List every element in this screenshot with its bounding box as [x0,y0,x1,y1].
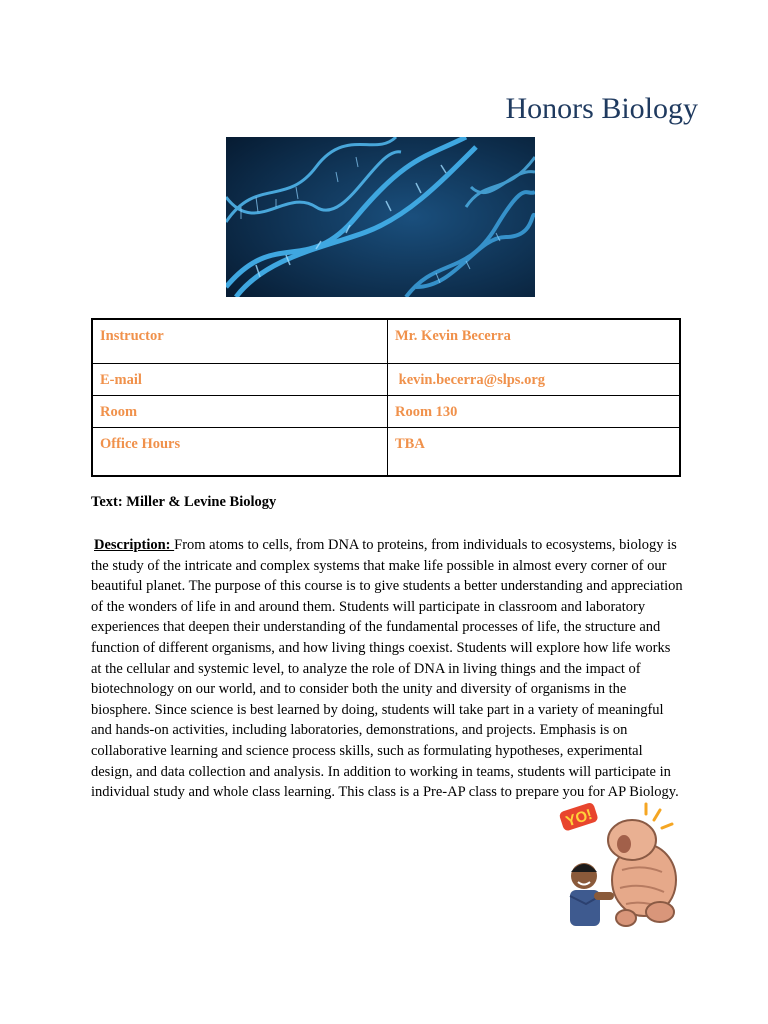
description-label: Description: [94,537,175,553]
room-label: Room [92,396,388,428]
dna-banner-image [226,137,535,297]
table-row [92,364,680,396]
email-value[interactable]: kevin.becerra@slps.org [388,364,681,396]
course-info-table [91,318,681,477]
yo-text: YO! [563,805,595,831]
room-value: Room 130 [388,396,681,428]
office-hours-value: TBA [388,428,681,477]
instructor-label: Instructor [92,319,388,364]
table-row [92,319,680,364]
page-title: Honors Biology [505,92,698,125]
bitmoji-sticker-icon [556,800,684,930]
email-label: E-mail [92,364,388,396]
office-hours-label: Office Hours [92,428,388,477]
table-row [92,396,680,428]
description-body: From atoms to cells, from DNA to proteins, from individuals to ecosystems, biology is the study of the intricate and complex systems that make life possible in almost every corner of our beautiful planet. The purpose of this course is to give students a better understanding and appreciation of the wonders of life in and around them. Students will participate in classroom and laboratory experiences that deepen their understanding of the fundamental processes of life, the structure and function of different organisms, and how living things coexist. Students will explore how life works at the cellular and systemic level, to analyze the role of DNA in living things and the impact of biotechnology on our world, and to consider both the unity and diversity of organisms in the biosphere. Since science is best learned by doing, students will take part in a variety of meaningful and hands-on activities, including laboratories, demonstrations, and projects. Emphasis is on collaborative learning and science process skills, such as formulating hypotheses, experimental design, and data collection and analysis. In addition to working in teams, students will participate in individual study and whole class learning. This class is a Pre-AP class to prepare you for AP Biology. [91,537,683,801]
course-description [91,535,683,803]
table-row [92,428,680,477]
instructor-value: Mr. Kevin Becerra [388,319,681,364]
textbook-line: Text: Miller & Levine Biology [91,494,277,510]
